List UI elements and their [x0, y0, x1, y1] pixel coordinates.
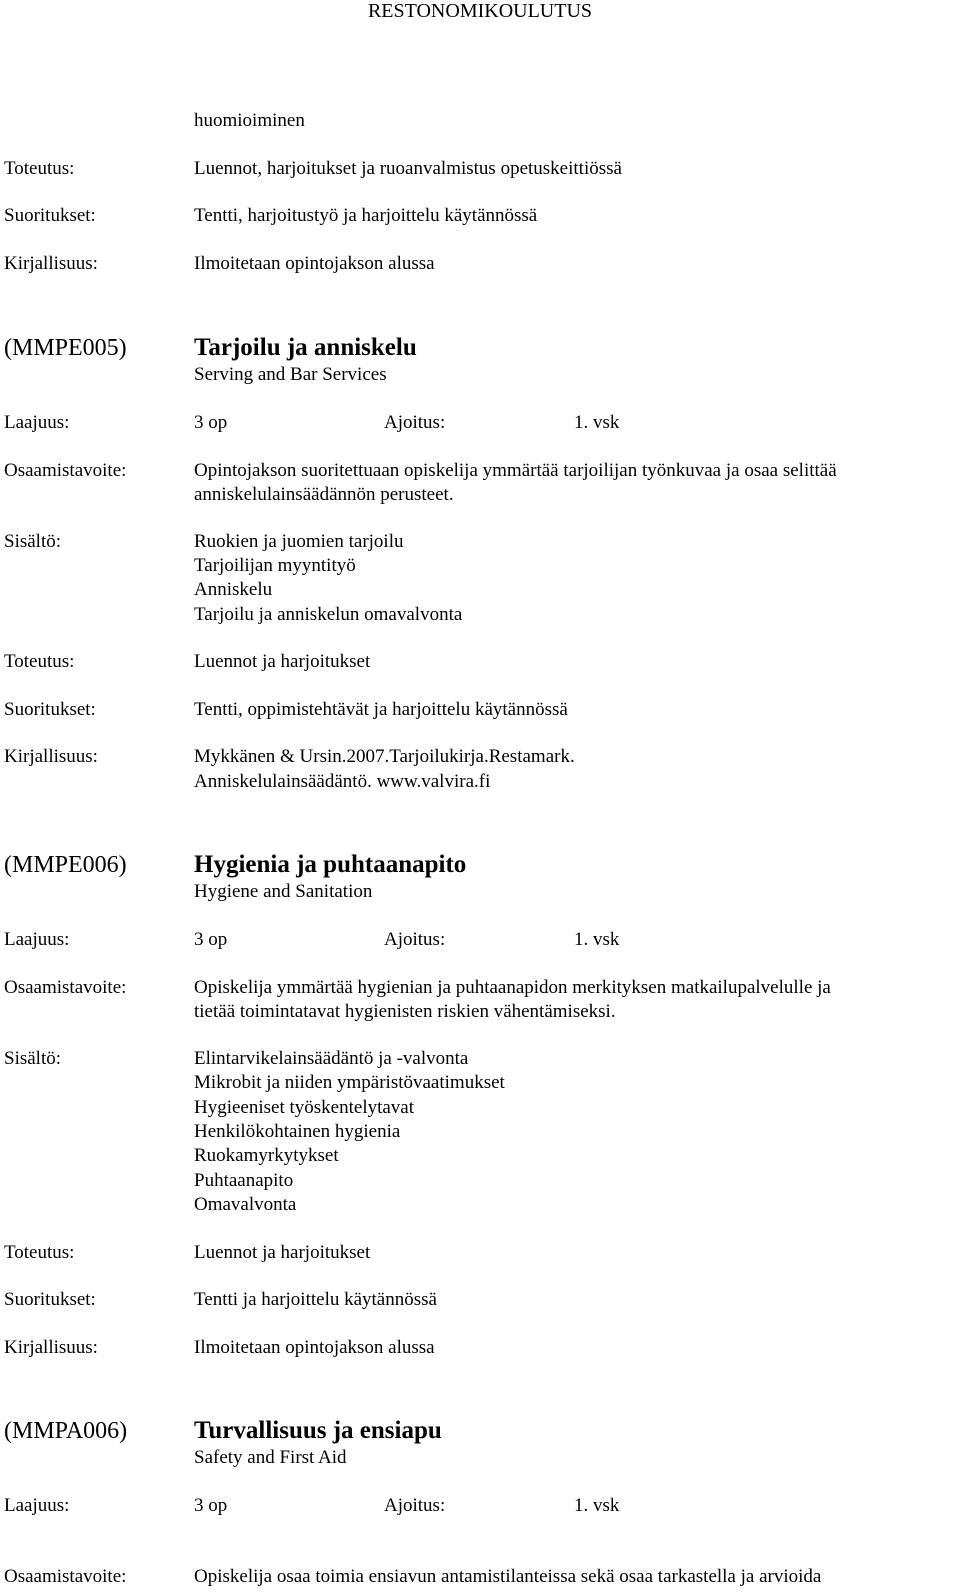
ajoitus-label: Ajoitus:: [384, 929, 446, 950]
course-code: (MMPA006): [4, 1418, 128, 1444]
osaamistavoite-line: anniskelulainsäädännön perusteet.: [194, 484, 454, 505]
toteutus-label: Toteutus:: [4, 1242, 75, 1263]
sisalto-line: Omavalvonta: [194, 1194, 297, 1215]
suoritukset-label: Suoritukset:: [4, 205, 96, 226]
kirjallisuus-value: Ilmoitetaan opintojakson alussa: [194, 1337, 435, 1358]
laajuus-value: 3 op: [194, 412, 228, 433]
kirjallisuus-value: Ilmoitetaan opintojakson alussa: [194, 253, 435, 274]
laajuus-label: Laajuus:: [4, 412, 70, 433]
course-title: Tarjoilu ja anniskelu: [194, 334, 417, 361]
osaamistavoite-line: Opiskelija osaa toimia ensiavun antamistilanteissa sekä osaa tarkastella ja arvioida: [194, 1566, 822, 1587]
kirjallisuus-label: Kirjallisuus:: [4, 253, 98, 274]
sisalto-line: Puhtaanapito: [194, 1170, 294, 1191]
osaamistavoite-label: Osaamistavoite:: [4, 1566, 127, 1587]
ajoitus-label: Ajoitus:: [384, 1495, 446, 1516]
sisalto-line: Tarjoilu ja anniskelun omavalvonta: [194, 604, 463, 625]
toteutus-value: Luennot ja harjoitukset: [194, 1242, 371, 1263]
ajoitus-label: Ajoitus:: [384, 412, 446, 433]
toteutus-value: Luennot ja harjoitukset: [194, 651, 371, 672]
course-subtitle: Serving and Bar Services: [194, 364, 387, 385]
suoritukset-value: Tentti ja harjoittelu käytännössä: [194, 1289, 437, 1310]
osaamistavoite-line: Opiskelija ymmärtää hygienian ja puhtaanapidon merkityksen matkailupalvelulle ja: [194, 977, 831, 998]
sisalto-label: Sisältö:: [4, 531, 62, 552]
ajoitus-value: 1. vsk: [574, 412, 620, 433]
sisalto-line: Elintarvikelainsäädäntö ja -valvonta: [194, 1048, 469, 1069]
sisalto-line: Henkilökohtainen hygienia: [194, 1121, 401, 1142]
osaamistavoite-label: Osaamistavoite:: [4, 977, 127, 998]
laajuus-label: Laajuus:: [4, 929, 70, 950]
course-subtitle: Safety and First Aid: [194, 1447, 347, 1468]
sisalto-line: Ruokamyrkytykset: [194, 1145, 339, 1166]
osaamistavoite-line: Opintojakson suoritettuaan opiskelija ymmärtää tarjoilijan työnkuvaa ja osaa selittää: [194, 460, 837, 481]
kirjallisuus-line: Anniskelulainsäädäntö. www.valvira.fi: [194, 771, 491, 792]
sisalto-label: Sisältö:: [4, 1048, 62, 1069]
continuation-text: huomioiminen: [194, 110, 305, 131]
kirjallisuus-label: Kirjallisuus:: [4, 746, 98, 767]
laajuus-value: 3 op: [194, 1495, 228, 1516]
course-title: Turvallisuus ja ensiapu: [194, 1417, 442, 1444]
sisalto-line: Tarjoilijan myyntityö: [194, 555, 356, 576]
ajoitus-value: 1. vsk: [574, 929, 620, 950]
laajuus-label: Laajuus:: [4, 1495, 70, 1516]
sisalto-line: Hygieeniset työskentelytavat: [194, 1097, 415, 1118]
course-title: Hygienia ja puhtaanapito: [194, 851, 467, 878]
kirjallisuus-label: Kirjallisuus:: [4, 1337, 98, 1358]
kirjallisuus-line: Mykkänen & Ursin.2007.Tarjoilukirja.Restamark.: [194, 746, 575, 767]
suoritukset-value: Tentti, harjoitustyö ja harjoittelu käytännössä: [194, 205, 538, 226]
course-code: (MMPE006): [4, 852, 127, 878]
suoritukset-label: Suoritukset:: [4, 1289, 96, 1310]
course-subtitle: Hygiene and Sanitation: [194, 881, 373, 902]
osaamistavoite-label: Osaamistavoite:: [4, 460, 127, 481]
toteutus-value: Luennot, harjoitukset ja ruoanvalmistus opetuskeittiössä: [194, 158, 622, 179]
toteutus-label: Toteutus:: [4, 158, 75, 179]
suoritukset-value: Tentti, oppimistehtävät ja harjoittelu käytännössä: [194, 699, 568, 720]
suoritukset-label: Suoritukset:: [4, 699, 96, 720]
sisalto-line: Mikrobit ja niiden ympäristövaatimukset: [194, 1072, 505, 1093]
osaamistavoite-line: tietää toimintatavat hygienisten riskien vähentämiseksi.: [194, 1001, 616, 1022]
sisalto-line: Ruokien ja juomien tarjoilu: [194, 531, 404, 552]
ajoitus-value: 1. vsk: [574, 1495, 620, 1516]
course-code: (MMPE005): [4, 335, 127, 361]
laajuus-value: 3 op: [194, 929, 228, 950]
sisalto-line: Anniskelu: [194, 579, 273, 600]
toteutus-label: Toteutus:: [4, 651, 75, 672]
page-header: RESTONOMIKOULUTUS: [367, 0, 593, 22]
